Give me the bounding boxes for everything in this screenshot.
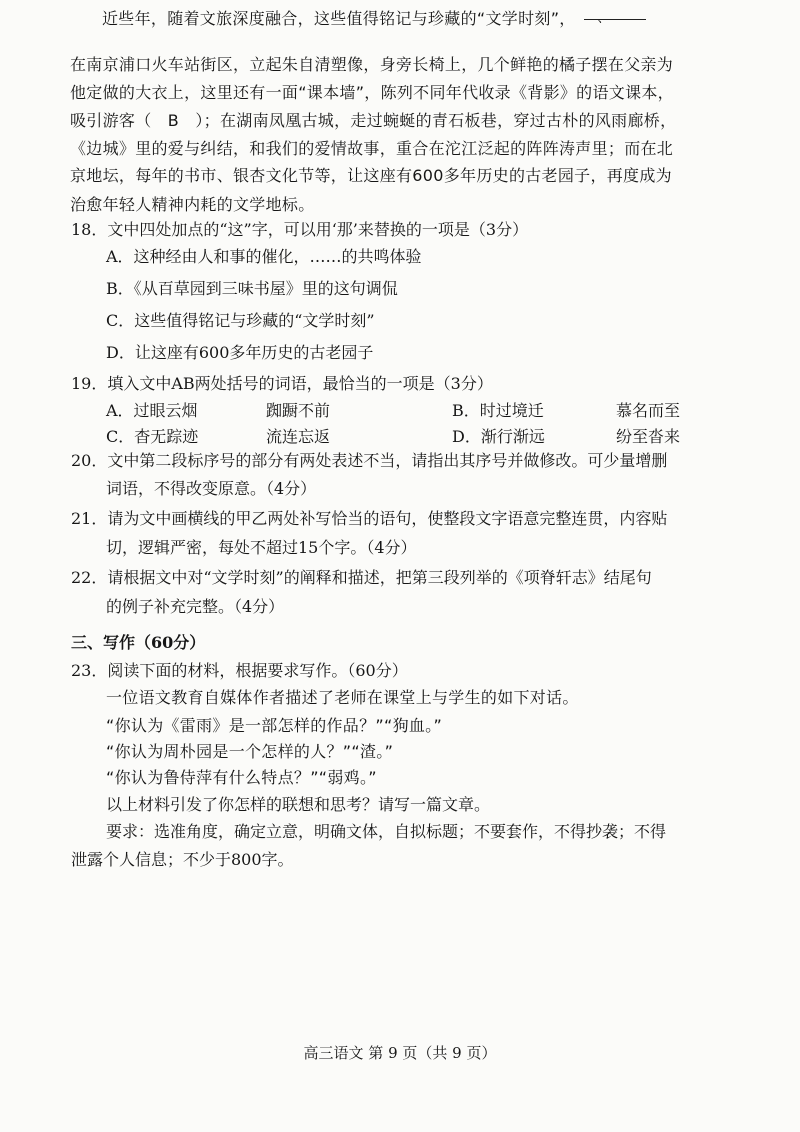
passage-line-3: 他定做的大衣上，这里还有一面“课本墙”，陈列不同年代收录《背影》的语文课本， xyxy=(70,83,674,102)
q19-option-d: D．渐行渐远 xyxy=(452,427,545,446)
section-title-writing: 三、写作（60分） xyxy=(71,633,206,652)
q23-stem: 23．阅读下面的材料，根据要求写作。（60分） xyxy=(71,661,408,680)
blank-underline: 、 xyxy=(584,19,646,20)
q18-option-b: B．《从百草园到三味书屋》里的这句调侃 xyxy=(106,279,398,298)
q19-option-b-second: 慕名而至 xyxy=(616,401,681,420)
page-footer: 高三语文 第 9 页（共 9 页） xyxy=(303,1044,497,1062)
q20-line-1: 20．文中第二段标序号的部分有两处表述不当，请指出其序号并做修改。可少量增删 xyxy=(71,451,668,470)
q18-option-a: A．这种经由人和事的催化，……的共鸣体验 xyxy=(106,247,422,266)
q19-stem: 19．填入文中AB两处括号的词语，最恰当的一项是（3分） xyxy=(71,374,493,393)
requirements-line-1: 要求：选准角度，确定立意，明确文体，自拟标题；不要套作，不得抄袭；不得 xyxy=(106,822,667,841)
q18-option-d: D．让这座有600多年历史的古老园子 xyxy=(106,343,374,362)
q22-line-2: 的例子补充完整。（4分） xyxy=(106,597,285,616)
passage-line-1: 近些年，随着文旅深度融合，这些值得铭记与珍藏的“文学时刻”， 、 xyxy=(102,4,646,34)
passage-line-4: 吸引游客（ B ）；在湖南凤凰古城，走过蜿蜒的青石板巷，穿过古朴的风雨廊桥， xyxy=(70,111,677,130)
q19-option-c-second: 流连忘返 xyxy=(266,427,331,446)
q20-line-2: 词语，不得改变原意。（4分） xyxy=(106,479,317,498)
material-line-3: “你认为周朴园是一个怎样的人？”“渣。” xyxy=(106,742,394,761)
passage-line-2: 在南京浦口火车站街区，立起朱自清塑像，身旁长椅上，几个鲜艳的橘子摆在父亲为 xyxy=(70,55,674,74)
q18-stem: 18．文中四处加点的“这”字，可以用‘那’来替换的一项是（3分） xyxy=(71,220,529,239)
q19-option-d-second: 纷至沓来 xyxy=(616,427,681,446)
q19-option-a: A．过眼云烟 xyxy=(106,401,198,420)
material-line-1: 一位语文教育自媒体作者描述了老师在课堂上与学生的如下对话。 xyxy=(106,688,579,707)
material-line-2: “你认为《雷雨》是一部怎样的作品？”“狗血。” xyxy=(106,716,443,735)
material-line-5: 以上材料引发了你怎样的联想和思考？请写一篇文章。 xyxy=(106,795,491,814)
q19-option-b: B．时过境迁 xyxy=(452,401,544,420)
material-line-4: “你认为鲁侍萍有什么特点？”“弱鸡。” xyxy=(106,768,377,787)
q21-line-2: 切，逻辑严密，每处不超过15个字。（4分） xyxy=(106,538,417,557)
q22-line-1: 22．请根据文中对“文学时刻”的阐释和描述，把第三段列举的《项脊轩志》结尾句 xyxy=(71,568,652,587)
q19-option-c: C．杳无踪迹 xyxy=(106,427,199,446)
q18-option-c: C．这些值得铭记与珍藏的“文学时刻” xyxy=(106,311,375,330)
q19-option-a-second: 踟蹰不前 xyxy=(266,401,331,420)
q21-line-1: 21．请为文中画横线的甲乙两处补写恰当的语句，使整段文字语意完整连贯，内容贴 xyxy=(71,509,668,528)
passage-line-6: 京地坛，每年的书市、银杏文化节等，让这座有600多年历史的古老园子，再度成为 xyxy=(70,166,672,185)
passage-line-5: 《边城》里的爱与纠结，和我们的爱情故事，重合在沱江泛起的阵阵涛声里；而在北 xyxy=(70,139,674,158)
passage-line-7: 治愈年轻人精神内耗的文学地标。 xyxy=(70,195,315,214)
requirements-line-2: 泄露个人信息；不少于800字。 xyxy=(71,850,294,869)
